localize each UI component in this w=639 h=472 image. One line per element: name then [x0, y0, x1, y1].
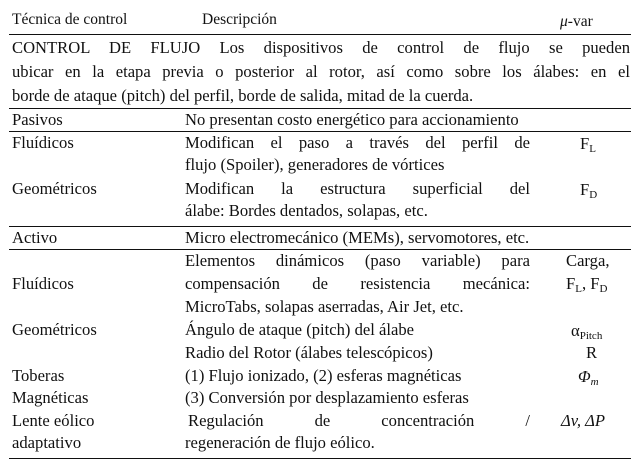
activo-desc: Micro electromecánico (MEMs), servomotores, etc.	[185, 228, 530, 247]
rule-activo	[9, 249, 631, 250]
pasivos-fluidicos-desc-2: flujo (Spoiler), generadores de vórtices	[185, 155, 445, 174]
activo-fluidicos-tech: Fluídicos	[12, 274, 74, 293]
intro-line-2: ubicar en la etapa previa o posterior al rotor, así como sobre los álabes: en el	[12, 62, 630, 81]
activo-fluidicos-desc-1: Elementos dinámicos (paso variable) para	[185, 251, 530, 270]
header-descripcion: Descripción	[202, 11, 277, 28]
var-alpha-pitch: $\alpha_{Pitch}$	[571, 321, 603, 342]
pasivos-label: Pasivos	[12, 110, 63, 129]
activo-fluidicos-desc-2: compensación de resistencia mecánica:	[185, 274, 530, 293]
rule-intro	[9, 108, 631, 109]
activo-label: Activo	[12, 228, 58, 247]
toberas-tech-2: Magnéticas	[12, 388, 89, 407]
lente-desc-2: regeneración de flujo eólico.	[185, 433, 375, 452]
var-phi-m: $\Phi_m$	[578, 367, 599, 388]
toberas-desc-2: (3) Conversión por desplazamiento esferas	[185, 388, 469, 407]
rule-bottom	[9, 458, 631, 459]
pasivos-geometricos-tech: Geométricos	[12, 179, 97, 198]
intro-line-1: CONTROL DE FLUJO Los dispositivos de control de flujo se pueden	[12, 38, 630, 57]
var-fd: $F_D$	[580, 180, 598, 201]
var-delta-v-p: Δv, ΔP	[561, 411, 606, 430]
var-fl: $F_L$	[580, 134, 596, 155]
lente-tech-1: Lente eólico	[12, 411, 95, 430]
var-suffix: -var	[567, 13, 593, 30]
activo-geometricos-tech: Geométricos	[12, 320, 97, 339]
toberas-tech-1: Toberas	[12, 366, 65, 385]
rule-pasivos	[9, 131, 631, 132]
header-tecnica: Técnica de control	[12, 11, 128, 28]
var-fl-fd: $F_L$, $F_D$	[566, 274, 608, 295]
rule-before-activo	[9, 226, 631, 227]
intro-line-3: borde de ataque (pitch) del perfil, borde de salida, mitad de la cuerda.	[12, 86, 474, 105]
activo-geometricos-desc-2: Radio del Rotor (álabes telescópicos)	[185, 343, 433, 362]
pasivos-fluidicos-tech: Fluídicos	[12, 133, 74, 152]
pasivos-geometricos-desc-2: álabe: Bordes dentados, solapas, etc.	[185, 201, 428, 220]
pasivos-geometricos-desc-1: Modifican la estructura superficial del	[185, 179, 530, 198]
pasivos-fluidicos-desc-1: Modifican el paso a través del perfil de	[185, 133, 530, 152]
lente-desc-1: Regulación de concentración /	[188, 411, 530, 430]
activo-geometricos-desc-1: Ángulo de ataque (pitch) del álabe	[185, 320, 414, 339]
rule-header	[9, 34, 631, 35]
activo-fluidicos-desc-3: MicroTabs, solapas aserradas, Air Jet, etc.	[185, 297, 464, 316]
lente-tech-2: adaptativo	[12, 433, 82, 452]
header-variable	[560, 13, 593, 31]
mu-symbol: μ	[560, 13, 568, 30]
var-carga: Carga,	[566, 251, 610, 270]
pasivos-desc: No presentan costo energético para accionamiento	[185, 110, 519, 129]
toberas-desc-1: (1) Flujo ionizado, (2) esferas magnéticas	[185, 366, 462, 385]
var-r: R	[586, 343, 598, 362]
